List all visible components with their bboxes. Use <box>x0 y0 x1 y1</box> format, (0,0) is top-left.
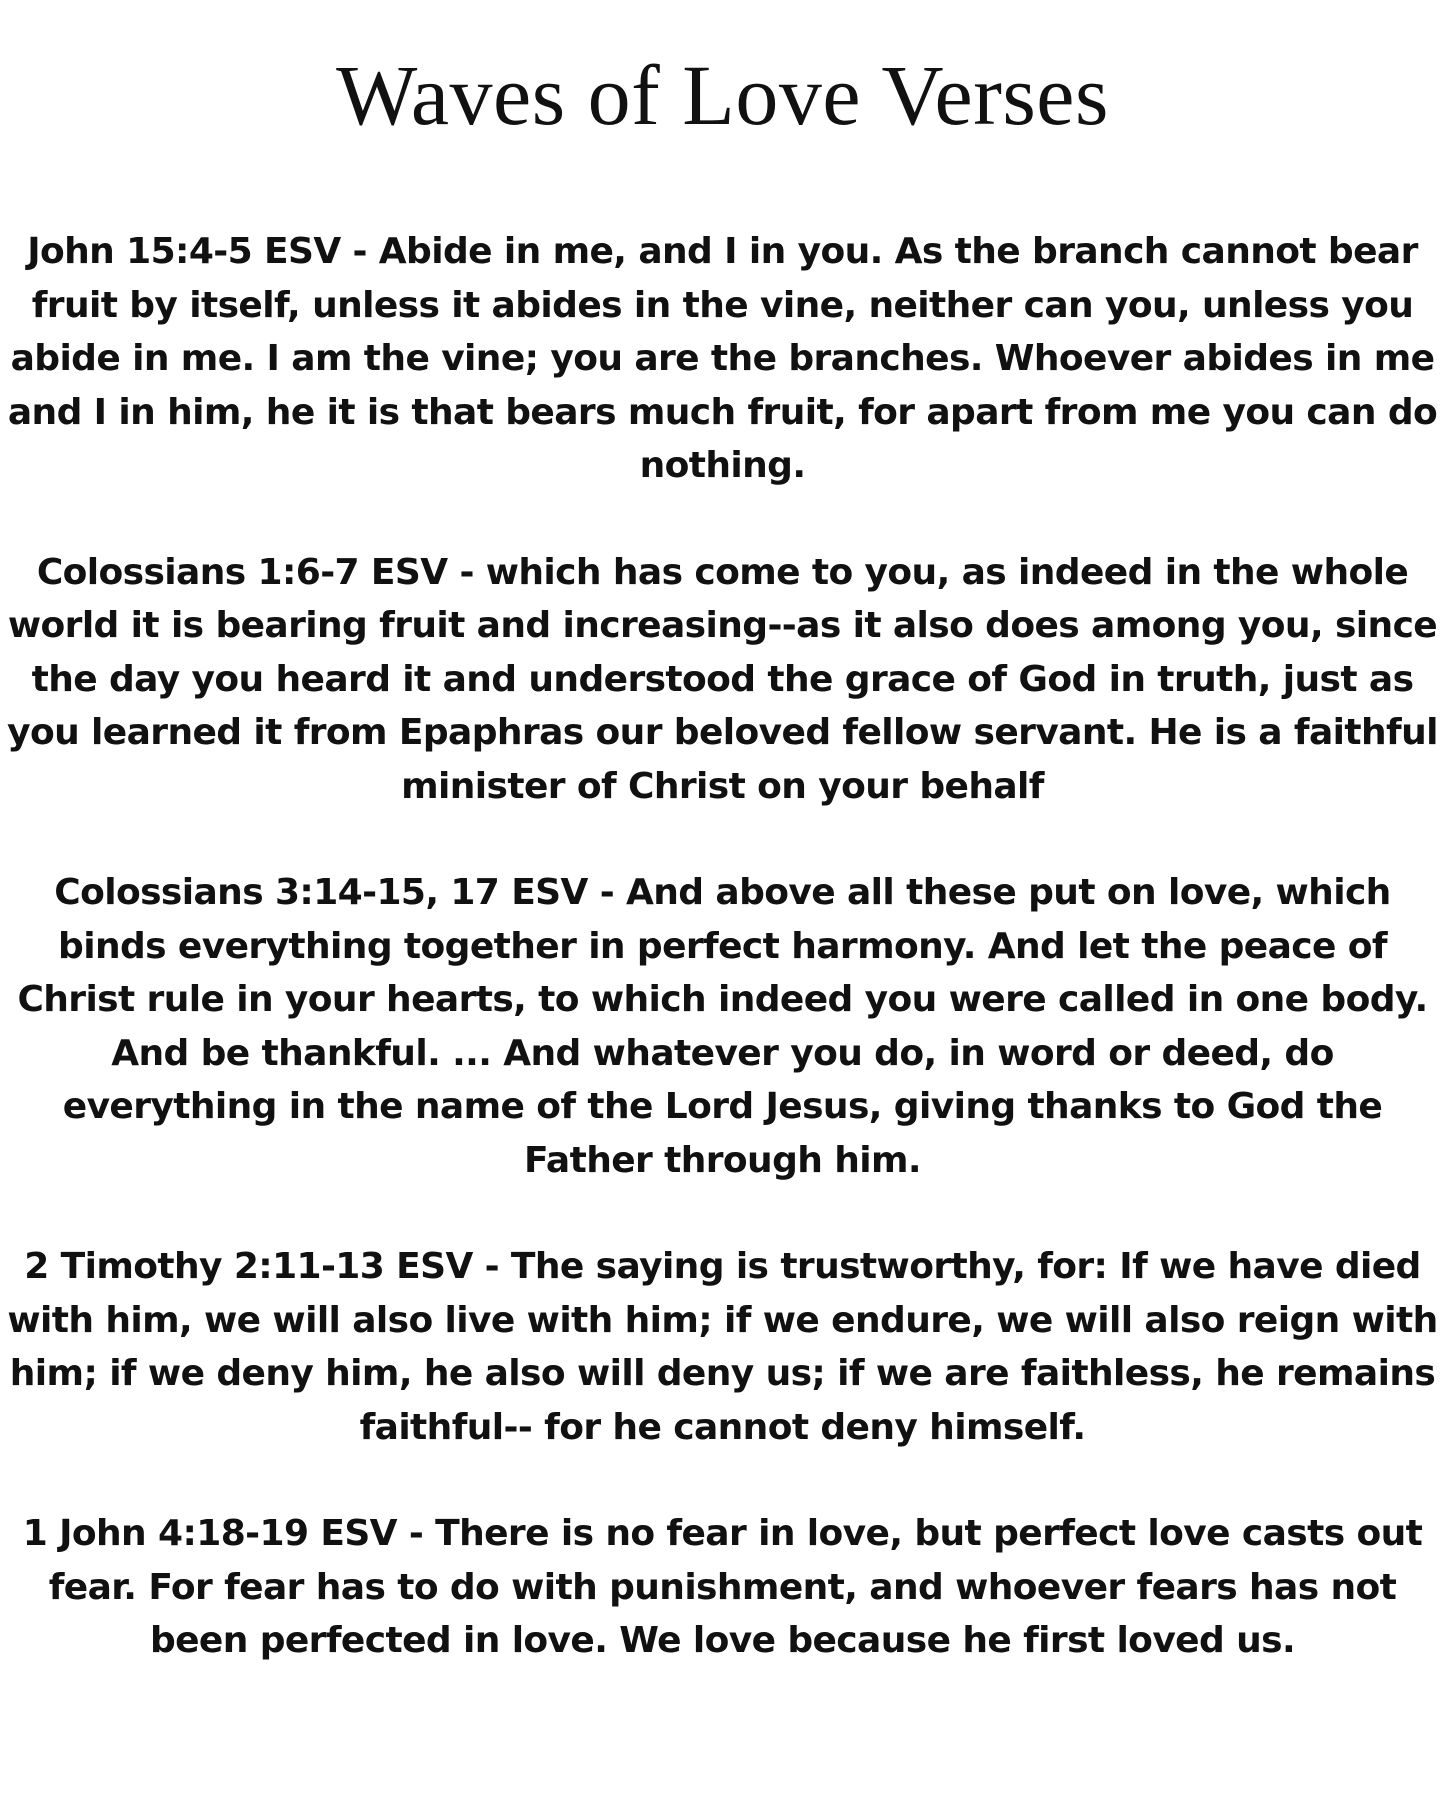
verse-john-15: John 15:4-5 ESV - Abide in me, and I in you. As the branch cannot bear fruit by itself, unless it abides in the vine, neither can you, unless you abide in me. I am the vine; you are the branches. Whoever abides in me and I in him, he it is that bears much fruit, for apart from me you can do nothing. <box>7 231 1438 486</box>
verse-2-timothy-2: 2 Timothy 2:11-13 ESV - The saying is trustworthy, for: If we have died with him, we will also live with him; if we endure, we will also reign with him; if we deny him, he also will deny us; if we are faithless, he remains faithful-- for he cannot deny himself. <box>7 1246 1438 1448</box>
verse-colossians-3: Colossians 3:14-15, 17 ESV - And above all these put on love, which binds everything together in perfect harmony. And let the peace of Christ rule in your hearts, to which indeed you were called in one body. And be thankful. ... And whatever you do, in word or deed, do everything in the name of the Lord Jesus, giving thanks to God the Father through him. <box>17 872 1428 1181</box>
verse-list <box>0 225 1445 1721</box>
verse-colossians-1: Colossians 1:6-7 ESV - which has come to you, as indeed in the whole world it is bearing fruit and increasing--as it also does among you, since the day you heard it and understood the grace of God in truth, just as you learned it from Epaphras our beloved fellow servant. He is a faithful minister of Christ on your behalf <box>7 551 1438 807</box>
page-title: Waves of Love Verses <box>336 47 1109 143</box>
verse-1-john-4: 1 John 4:18-19 ESV - There is no fear in love, but perfect love casts out fear. For fear has to do with punishment, and whoever fears has not been perfected in love. We love because he first loved us. <box>22 1513 1423 1661</box>
